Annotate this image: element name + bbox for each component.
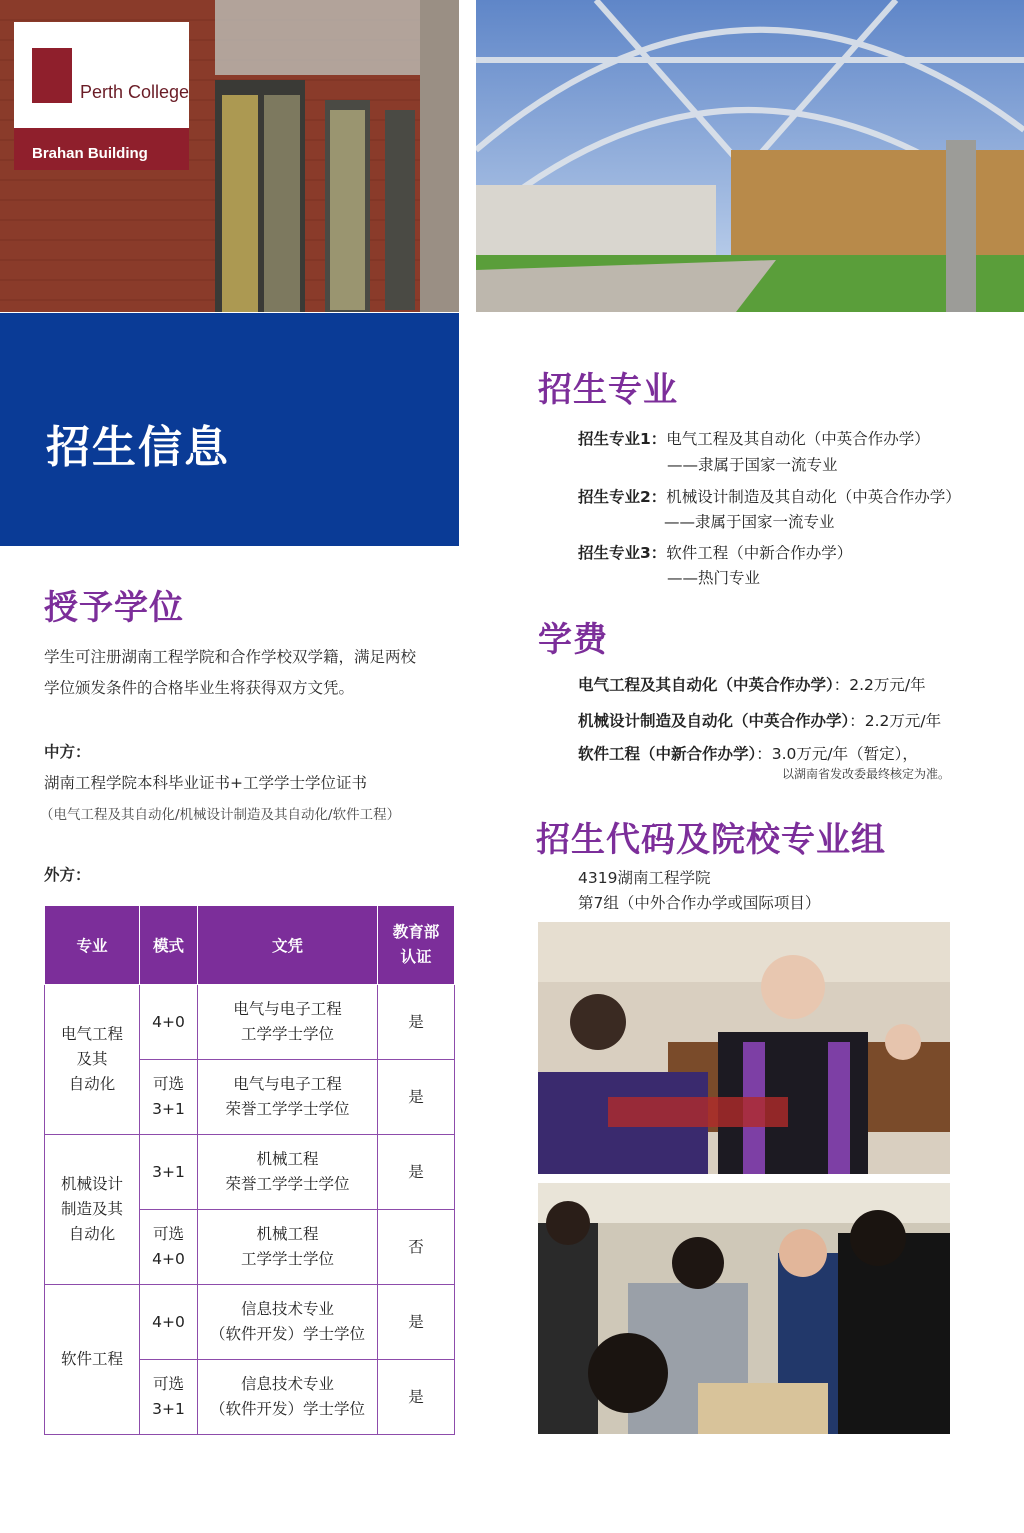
perth-college-building-photo [0, 0, 459, 312]
table-row [45, 1285, 455, 1360]
admission-code-heading: 招生代码及院校专业组 [536, 820, 886, 860]
certification-cell: 是 [378, 1360, 455, 1435]
major-cell: 电气工程 及其 自动化 [45, 985, 140, 1135]
degree-intro-line1: 学生可注册湖南工程学院和合作学校双学籍，满足两校 [44, 648, 417, 666]
mode-cell: 4+0 [140, 1285, 198, 1360]
china-side-label: 中方： [44, 743, 91, 761]
major-item-1: 招生专业1：电气工程及其自动化（中英合作办学） [578, 430, 930, 448]
admission-code-line1: 4319湖南工程学院 [578, 869, 711, 887]
foreign-side-label: 外方： [44, 866, 91, 884]
table-row [45, 1135, 455, 1210]
fee-item-3: 软件工程（中新合作办学）：3.0万元/年（暂定）， [578, 745, 918, 763]
table-header-major: 专业 [45, 906, 140, 985]
certification-cell: 是 [378, 985, 455, 1060]
fee-note: 以湖南省发改委最终核定为准。 [782, 767, 951, 781]
table-header-diploma: 文凭 [198, 906, 378, 985]
diploma-cell: 信息技术专业 （软件开发）学士学位 [198, 1285, 378, 1360]
table-header-mode: 模式 [140, 906, 198, 985]
mode-cell: 可选 3+1 [140, 1060, 198, 1135]
diploma-cell: 机械工程 荣誉工学学士学位 [198, 1135, 378, 1210]
certification-cell: 否 [378, 1210, 455, 1285]
fee-item-2: 机械设计制造及自动化（中英合作办学）：2.2万元/年 [578, 712, 942, 730]
sign-college-name: Perth College [80, 82, 190, 102]
campus-courtyard-photo [476, 0, 1024, 312]
major-item-3: 招生专业3：软件工程（中新合作办学） [578, 544, 853, 562]
majors-heading: 招生专业 [538, 370, 678, 410]
diploma-cell: 机械工程 工学学士学位 [198, 1210, 378, 1285]
sign-building-name: Brahan Building [32, 145, 148, 162]
fee-item-1: 电气工程及其自动化（中英合作办学）：2.2万元/年 [578, 676, 926, 694]
major-cell: 软件工程 [45, 1285, 140, 1435]
china-side-certificate: 湖南工程学院本科毕业证书+工学学士学位证书 [44, 774, 367, 792]
major-note-2: ——隶属于国家一流专业 [664, 513, 835, 531]
banner-title: 招生信息 [46, 422, 230, 473]
certification-cell: 是 [378, 1135, 455, 1210]
enrollment-info-banner [0, 313, 459, 546]
diploma-cell: 信息技术专业 （软件开发）学士学位 [198, 1360, 378, 1435]
china-side-majors: （电气工程及其自动化/机械设计制造及其自动化/软件工程） [40, 807, 401, 823]
table-row [45, 985, 455, 1060]
major-note-3: ——热门专业 [667, 569, 761, 587]
certification-cell: 是 [378, 1060, 455, 1135]
admission-code-line2: 第7组（中外合作办学或国际项目） [578, 894, 821, 912]
major-item-2: 招生专业2：机械设计制造及其自动化（中英合作办学） [578, 488, 961, 506]
certification-cell: 是 [378, 1285, 455, 1360]
fees-heading: 学费 [538, 620, 608, 660]
mode-cell: 可选 3+1 [140, 1360, 198, 1435]
diploma-cell: 电气与电子工程 工学学士学位 [198, 985, 378, 1060]
graduation-ceremony-photo [538, 922, 950, 1174]
diploma-cell: 电气与电子工程 荣誉工学学士学位 [198, 1060, 378, 1135]
mode-cell: 可选 4+0 [140, 1210, 198, 1285]
major-cell: 机械设计 制造及其 自动化 [45, 1135, 140, 1285]
major-note-1: ——隶属于国家一流专业 [667, 456, 838, 474]
table-header-certification: 教育部 认证 [378, 906, 455, 985]
mode-cell: 4+0 [140, 985, 198, 1060]
foreign-degree-table [44, 905, 455, 1435]
degree-intro-line2: 学位颁发条件的合格毕业生将获得双方文凭。 [44, 679, 355, 697]
students-lab-photo [538, 1183, 950, 1434]
degree-heading: 授予学位 [44, 588, 184, 628]
mode-cell: 3+1 [140, 1135, 198, 1210]
